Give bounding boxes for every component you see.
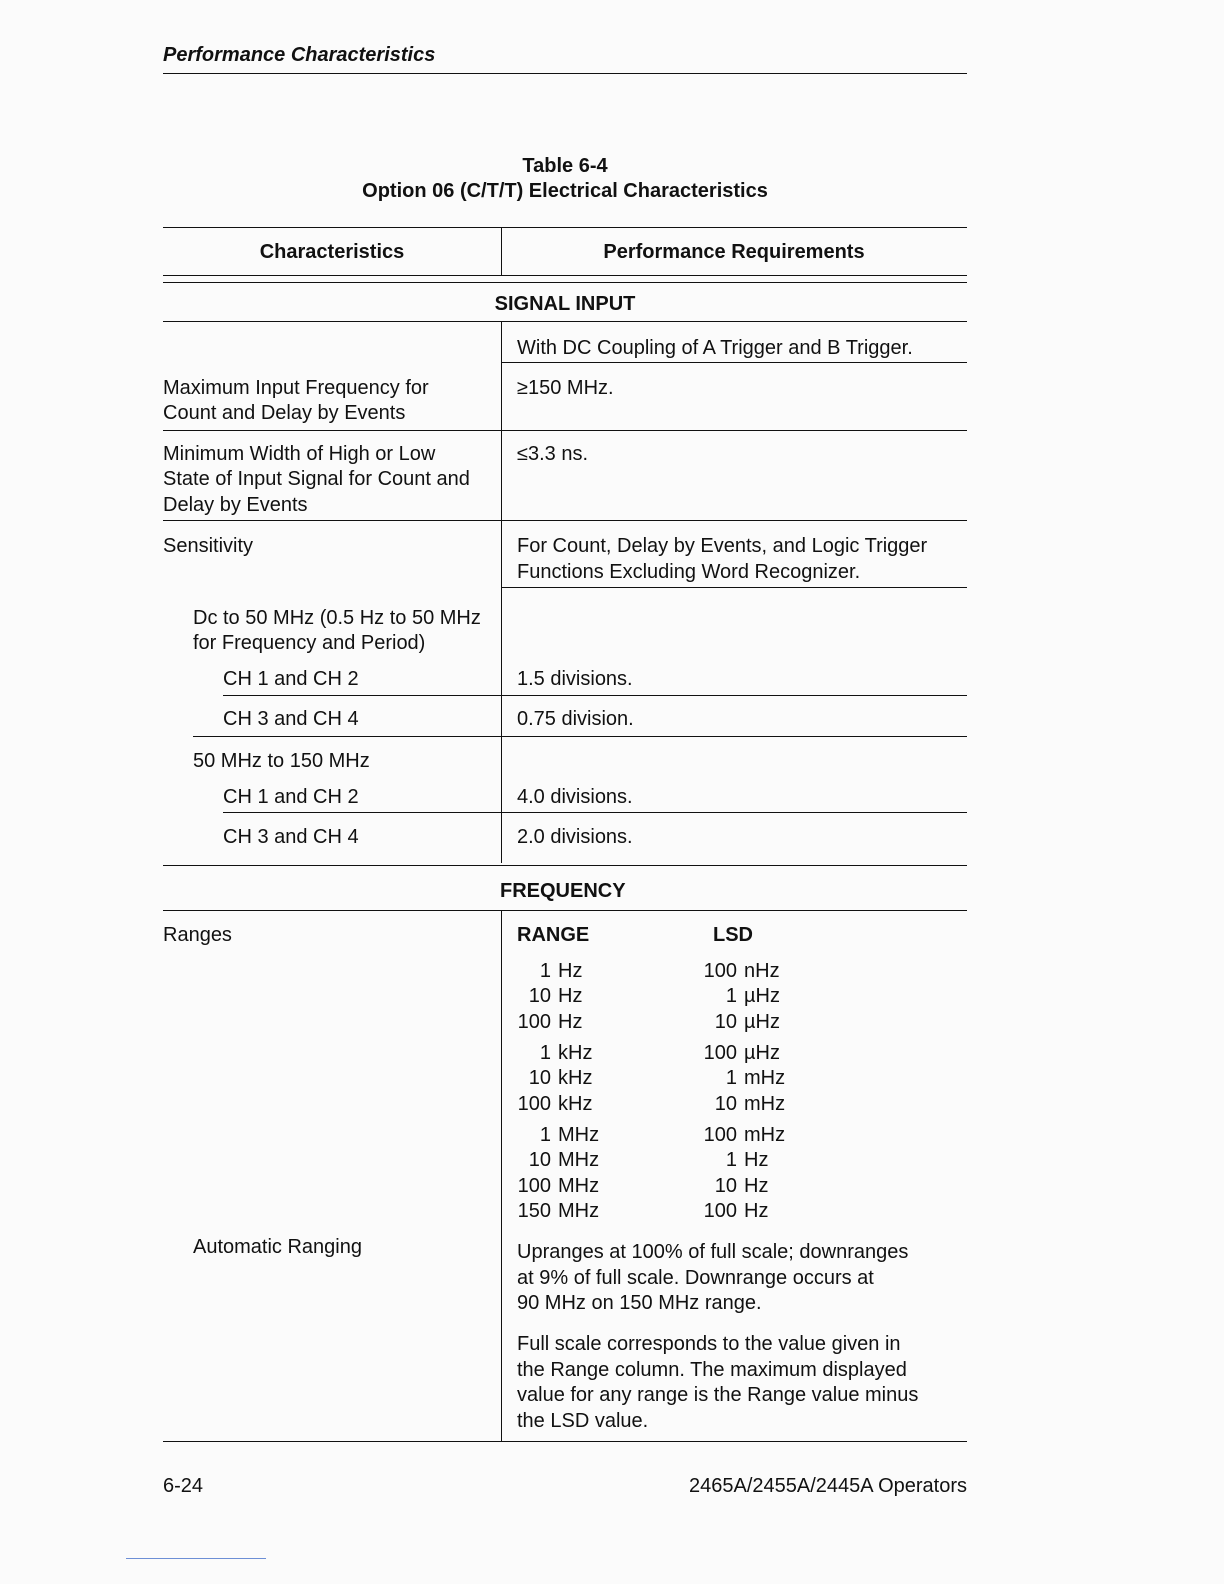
header-rule (163, 73, 967, 74)
range-cell-unit: MHz (558, 1149, 600, 1171)
condition-rule (501, 362, 967, 363)
auto-ranging-p1-line-1: Upranges at 100% of full scale; downranges (517, 1241, 909, 1263)
header-double-rule-1 (163, 275, 967, 276)
range-cell-number: 150 (517, 1200, 551, 1222)
high-ch34-value: 2.0 divisions. (517, 826, 633, 848)
sensitivity-value-1: For Count, Delay by Events, and Logic Trigger (517, 535, 928, 557)
coupling-condition: With DC Coupling of A Trigger and B Trigger. (517, 337, 913, 359)
auto-ranging-p2-line-3: value for any range is the Range value minus (517, 1384, 919, 1406)
table-bottom-rule (163, 1441, 967, 1442)
max-freq-label-1: Maximum Input Frequency for (163, 377, 429, 399)
min-width-label-1: Minimum Width of High or Low (163, 443, 436, 465)
lsd-cell-unit: nHz (744, 960, 780, 982)
range-cell-unit: Hz (558, 985, 583, 1007)
range-cell-number: 10 (528, 1149, 551, 1171)
header-double-rule-2 (163, 282, 967, 283)
lsd-cell-unit: µHz (744, 985, 780, 1007)
min-width-rule (163, 520, 967, 521)
section-frequency: FREQUENCY (500, 880, 626, 902)
range-cell-number: 100 (517, 1175, 551, 1197)
lsd-cell-unit: Hz (744, 1175, 769, 1197)
low-band-label-1: Dc to 50 MHz (0.5 Hz to 50 MHz (193, 607, 481, 629)
range-cell-unit: kHz (558, 1067, 593, 1089)
lsd-cell-number: 100 (703, 1200, 737, 1222)
auto-ranging-label: Automatic Ranging (193, 1236, 362, 1258)
auto-ranging-p1-line-2: at 9% of full scale. Downrange occurs at (517, 1267, 874, 1289)
lsd-cell-unit: mHz (744, 1067, 786, 1089)
range-cell-number: 1 (539, 1042, 551, 1064)
col-header-characteristics: Characteristics (259, 241, 405, 263)
range-cell-unit: Hz (558, 1011, 583, 1033)
signal-input-rule (163, 321, 967, 322)
page-number: 6-24 (163, 1475, 204, 1497)
lsd-cell-number: 1 (725, 1067, 737, 1089)
low-band-rule (193, 736, 967, 737)
col-header-performance: Performance Requirements (603, 241, 865, 263)
table-title: Option 06 (C/T/T) Electrical Characteristics (362, 180, 768, 202)
table-top-rule (163, 227, 967, 228)
range-cell-unit: kHz (558, 1042, 593, 1064)
lsd-cell-unit: µHz (744, 1011, 780, 1033)
auto-ranging-p2-line-1: Full scale corresponds to the value given in (517, 1333, 901, 1355)
lsd-cell-number: 100 (703, 1042, 737, 1064)
sensitivity-value-2: Functions Excluding Word Recognizer. (517, 561, 861, 583)
range-cell-number: 1 (539, 960, 551, 982)
signal-column-divider (501, 321, 502, 863)
lsd-cell-unit: Hz (744, 1149, 769, 1171)
auto-ranging-p1-line-3: 90 MHz on 150 MHz range. (517, 1292, 762, 1314)
signal-input-end-rule (163, 865, 967, 866)
table-number: Table 6-4 (522, 155, 608, 177)
lsd-cell-unit: Hz (744, 1200, 769, 1222)
max-freq-rule (163, 430, 967, 431)
high-ch12-label: CH 1 and CH 2 (223, 786, 359, 808)
low-ch12-rule (223, 695, 967, 696)
min-width-label-3: Delay by Events (163, 494, 308, 516)
lsd-cell-number: 10 (714, 1093, 737, 1115)
high-ch12-value: 4.0 divisions. (517, 786, 633, 808)
running-title: Performance Characteristics (163, 44, 436, 66)
lsd-cell-number: 10 (714, 1175, 737, 1197)
sensitivity-value-rule (501, 587, 967, 588)
range-cell-number: 1 (539, 1124, 551, 1146)
range-cell-unit: kHz (558, 1093, 593, 1115)
max-freq-label-2: Count and Delay by Events (163, 402, 406, 424)
sensitivity-label: Sensitivity (163, 535, 254, 557)
lsd-cell-number: 100 (703, 1124, 737, 1146)
frequency-rule (163, 910, 967, 911)
max-freq-value: ≥150 MHz. (517, 377, 614, 399)
range-cell-unit: MHz (558, 1200, 600, 1222)
low-ch12-label: CH 1 and CH 2 (223, 668, 359, 690)
lsd-column-header: LSD (713, 924, 753, 946)
lsd-cell-number: 10 (714, 1011, 737, 1033)
lsd-cell-number: 1 (725, 985, 737, 1007)
range-cell-number: 100 (517, 1093, 551, 1115)
lsd-cell-unit: mHz (744, 1124, 786, 1146)
lsd-cell-unit: µHz (744, 1042, 780, 1064)
low-band-label-2: for Frequency and Period) (193, 632, 426, 654)
lsd-cell-number: 100 (703, 960, 737, 982)
section-signal-input: SIGNAL INPUT (494, 293, 636, 315)
auto-ranging-p2-line-2: the Range column. The maximum displayed (517, 1359, 907, 1381)
range-cell-unit: MHz (558, 1175, 600, 1197)
low-ch34-label: CH 3 and CH 4 (223, 708, 359, 730)
range-cell-number: 10 (528, 985, 551, 1007)
high-band-label: 50 MHz to 150 MHz (193, 750, 370, 772)
manual-title: 2465A/2455A/2445A Operators (689, 1475, 967, 1497)
lsd-cell-unit: mHz (744, 1093, 786, 1115)
range-cell-unit: MHz (558, 1124, 600, 1146)
high-ch12-rule (223, 812, 967, 813)
lsd-cell-number: 1 (725, 1149, 737, 1171)
ranges-label: Ranges (163, 924, 232, 946)
min-width-value: ≤3.3 ns. (517, 443, 589, 465)
range-cell-number: 10 (528, 1067, 551, 1089)
range-cell-unit: Hz (558, 960, 583, 982)
scan-artifact-line (126, 1558, 266, 1559)
range-column-header: RANGE (517, 924, 590, 946)
auto-ranging-p2-line-4: the LSD value. (517, 1410, 649, 1432)
low-ch34-value: 0.75 division. (517, 708, 634, 730)
low-ch12-value: 1.5 divisions. (517, 668, 633, 690)
high-ch34-label: CH 3 and CH 4 (223, 826, 359, 848)
min-width-label-2: State of Input Signal for Count and (163, 468, 470, 490)
range-cell-number: 100 (517, 1011, 551, 1033)
